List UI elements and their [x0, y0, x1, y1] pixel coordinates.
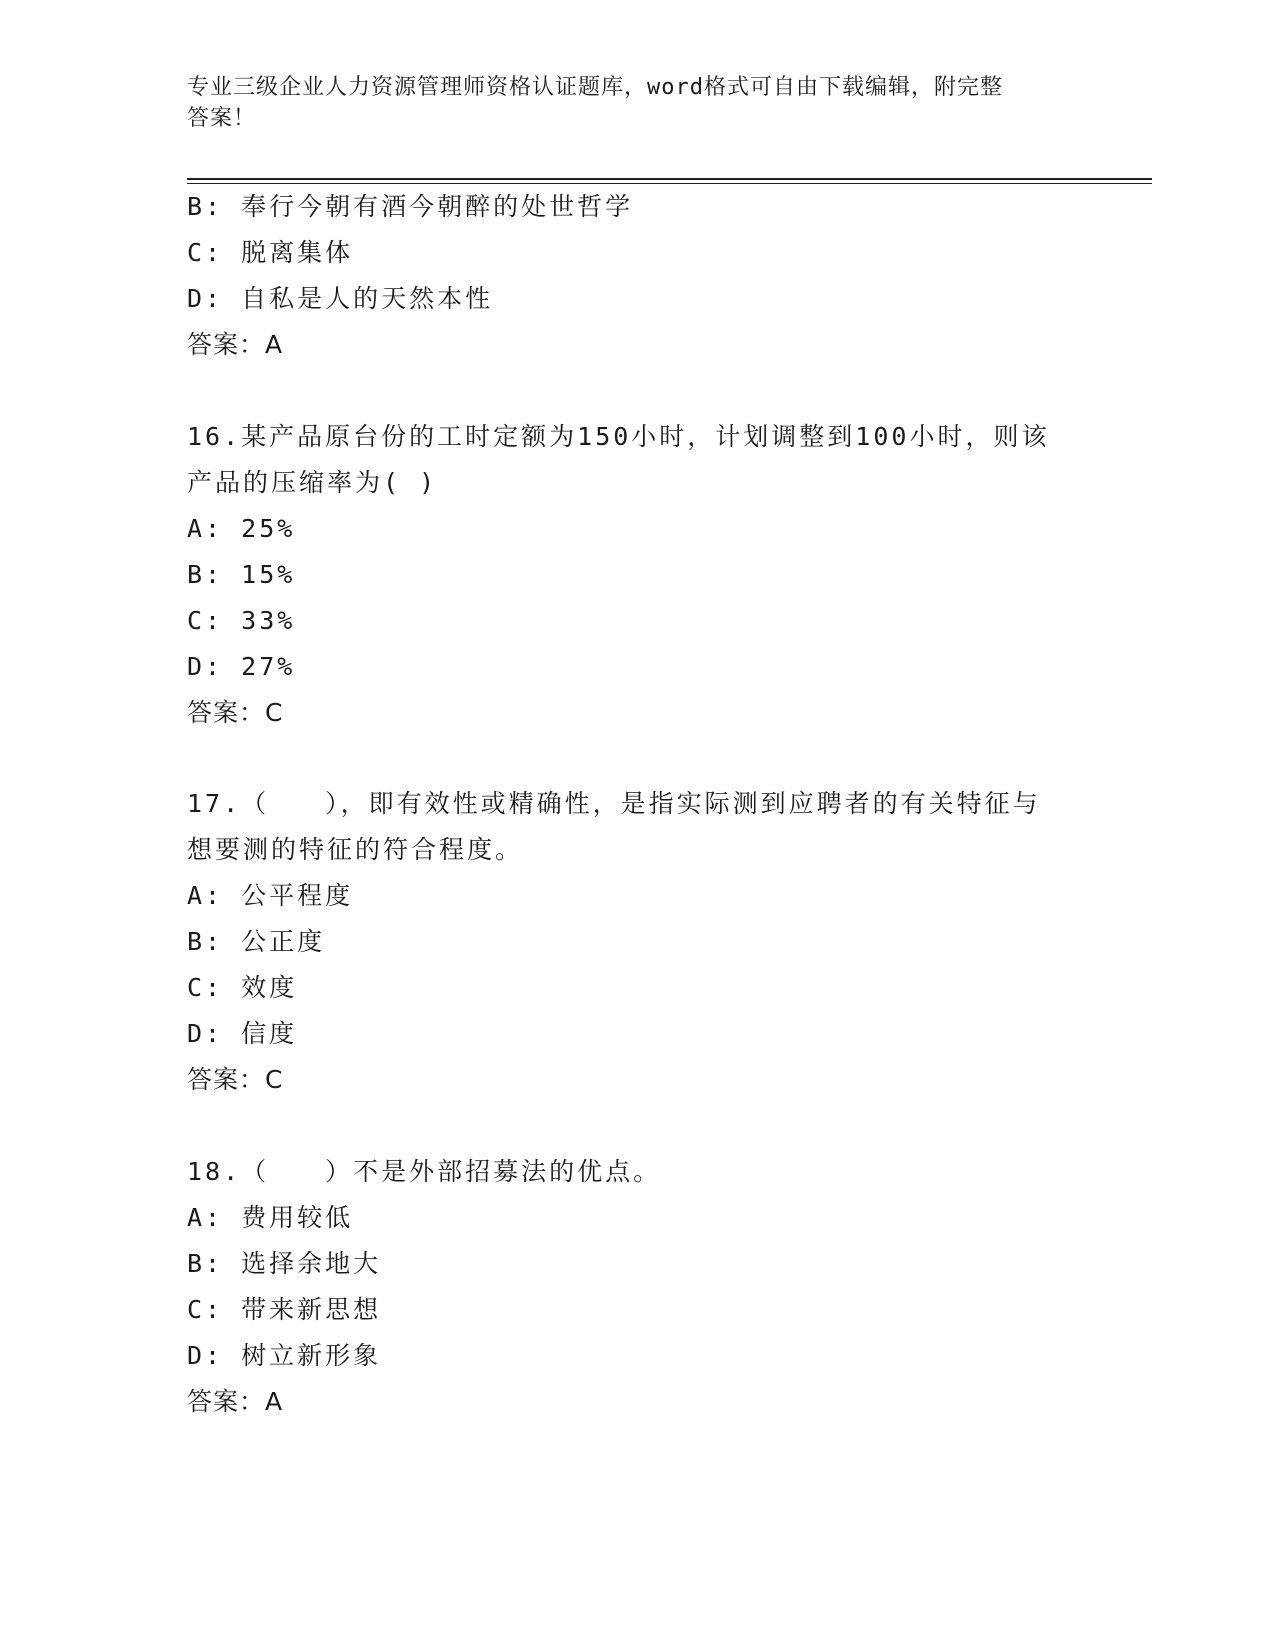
document-header [187, 72, 1087, 134]
q17-option-c: C: 效度 [187, 973, 298, 1002]
q17-stem-line-2: 想要测的特征的符合程度。 [187, 835, 524, 864]
q16-answer: 答案：C [187, 698, 284, 727]
q17-answer: 答案：C [187, 1065, 284, 1094]
q15-option-b: B: 奉行今朝有酒今朝醉的处世哲学 [187, 192, 634, 221]
q16-option-d: D: 27% [187, 652, 296, 681]
header-line-2: 答案！ [187, 106, 257, 131]
q16-stem-line-1: 16.某产品原台份的工时定额为150小时，计划调整到100小时，则该 [187, 422, 1050, 451]
q15-answer: 答案：A [187, 330, 284, 359]
q16-option-b: B: 15% [187, 560, 296, 589]
q18-option-c: C: 带来新思想 [187, 1295, 382, 1324]
q18-answer: 答案：A [187, 1387, 284, 1416]
q18-option-d: D: 树立新形象 [187, 1341, 382, 1370]
header-divider-thin [187, 183, 1152, 184]
header-line-1: 专业三级企业人力资源管理师资格认证题库，word格式可自由下载编辑，附完整 [187, 75, 1003, 100]
q16-option-a: A: 25% [187, 514, 296, 543]
q15-option-d: D: 自私是人的天然本性 [187, 284, 494, 313]
q15-option-c: C: 脱离集体 [187, 238, 354, 267]
q16-stem-line-2: 产品的压缩率为( ) [187, 468, 438, 497]
q18-option-b: B: 选择余地大 [187, 1249, 382, 1278]
q16-option-c: C: 33% [187, 606, 296, 635]
q17-option-d: D: 信度 [187, 1019, 298, 1048]
q18-option-a: A: 费用较低 [187, 1203, 354, 1232]
q18-stem-line-1: 18.（ ）不是外部招募法的优点。 [187, 1157, 662, 1186]
q17-option-a: A: 公平程度 [187, 881, 354, 910]
q17-stem-line-1: 17.（ ），即有效性或精确性，是指实际测到应聘者的有关特征与 [187, 789, 1041, 818]
header-divider-thick [187, 178, 1152, 180]
q17-option-b: B: 公正度 [187, 927, 326, 956]
